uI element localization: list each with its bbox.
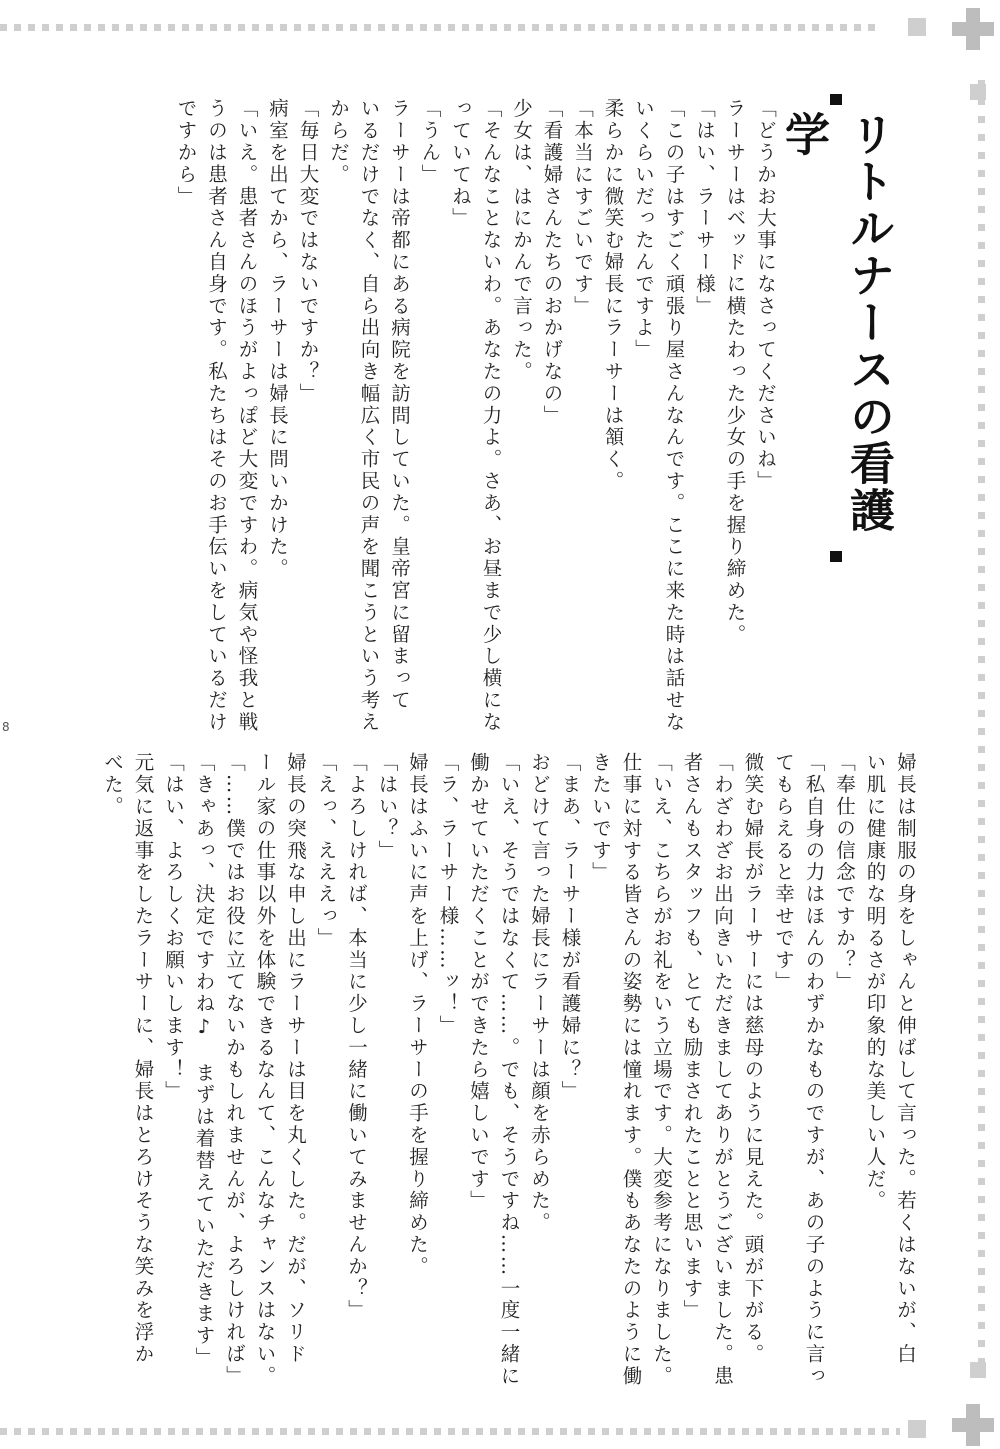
text-line: っていてね」: [449, 98, 472, 230]
body-text-bottom: [101, 752, 920, 1392]
corner-plus-top-right: [952, 8, 994, 50]
text-line: べた。: [101, 752, 124, 818]
page-number: 8: [2, 720, 10, 734]
text-line: 仕事に対する皆さんの姿勢には憧れます。僕もあなたのように働: [619, 752, 643, 1388]
right-dotted-border: [978, 80, 985, 1370]
text-line: うのは患者さん自身です。私たちはそのお手伝いをしているだけ: [205, 98, 228, 734]
text-line: 元気に返事をしたラーサーに、婦長はとろけそうな笑みを浮か: [131, 752, 155, 1366]
text-line: 「まあ、ラーサー様が看護婦に？」: [558, 752, 582, 1103]
corner-square-top: [908, 18, 926, 36]
text-line: 「えっ、えええっ」: [314, 752, 338, 950]
text-line: 「本当にすごいです」: [571, 98, 594, 317]
text-line: 「どうかお大事になさってくださいね」: [754, 98, 777, 493]
text-line: 「いえ、こちらがお礼をいう立場です。大変参考になりました。: [650, 752, 673, 1388]
text-line: 「この子はすごく頑張り屋さんなんです。ここに来た時は話せな: [662, 98, 686, 734]
text-line: 「ラ、ラーサー様……ッ！」: [436, 752, 460, 1037]
top-dotted-border: [0, 24, 880, 31]
chapter-title-text: リトルナースの看護学: [777, 111, 895, 535]
text-line: 働かせていただくことができたら嬉しいです」: [467, 752, 490, 1212]
text-line: ですから」: [174, 98, 198, 208]
text-line: 「いえ、そうではなくて……。でも、そうですね……一度一緒に: [497, 752, 521, 1388]
text-line: いくらいだったんですよ」: [632, 98, 655, 361]
text-line: 「よろしければ、本当に少し一緒に働いてみませんか？」: [345, 752, 368, 1322]
text-line: 「うん」: [418, 98, 442, 186]
text-line: 柔らかに微笑む婦長にラーサーは頷く。: [601, 98, 625, 493]
text-line: 微笑む婦長がラーサーには慈母のように見えた。頭が下がる。: [741, 752, 765, 1366]
text-line: 者さんもスタッフも、とても励まされたことと思います」: [680, 752, 704, 1322]
text-line: 少女は、はにかんで言った。: [510, 98, 533, 383]
text-line: 「そんなことないわ。あなたの力よ。さあ、お昼まで少し横にな: [479, 98, 503, 734]
body-text-top: [140, 98, 780, 734]
text-line: おどけて言った婦長にラーサーは顔を赤らめた。: [528, 752, 551, 1234]
corner-square-right-bottom: [970, 1362, 986, 1378]
chapter-title: [777, 88, 895, 568]
text-line: 病室を出てから、ラーサーは婦長に問いかけた。: [266, 98, 289, 580]
text-line: 「きゃあっ、決定ですわね♪ まずは着替えていただきます」: [192, 752, 216, 1369]
text-line: いるだけでなく、自ら出向き幅広く市民の声を聞こうという考え: [357, 98, 381, 734]
text-line: からだ。: [327, 98, 350, 186]
title-bullet-end: [830, 551, 842, 562]
text-line: ール家の仕事以外を体験できるなんて、こんなチャンスはない。: [253, 752, 277, 1388]
text-line: 「はい、ラーサー様」: [693, 98, 716, 317]
corner-square-right-top: [970, 84, 986, 100]
text-line: 「わざわざお出向きいただきましてありがとうございました。患: [711, 752, 734, 1388]
corner-square-bottom: [908, 1420, 926, 1438]
text-line: 「はい、よろしくお願いします！」: [162, 752, 185, 1103]
text-line: 「毎日大変ではないですか？」: [296, 98, 320, 405]
text-line: 婦長はふいに声を上げ、ラーサーの手を握り締めた。: [406, 752, 429, 1278]
text-line: い肌に健康的な明るさが印象的な美しい人だ。: [863, 752, 887, 1212]
text-line: 婦長は制服の身をしゃんと伸ばして言った。若くはないが、白: [894, 752, 917, 1366]
text-line: 「私自身の力はほんのわずかなものですが、あの子のように言っ: [802, 752, 826, 1388]
text-line: ラーサーは帝都にある病院を訪問していた。皇帝宮に留まって: [388, 98, 411, 712]
corner-plus-bottom-right: [952, 1404, 994, 1446]
title-bullet-start: [830, 94, 842, 105]
text-line: 「はい？」: [375, 752, 399, 862]
text-line: ラーサーはベッドに横たわった少女の手を握り締めた。: [723, 98, 747, 646]
bottom-dotted-border: [0, 1428, 900, 1435]
text-line: 「いえ。患者さんのほうがよっぽど大変ですわ。病気や怪我と戦: [235, 98, 259, 734]
text-line: 「……僕ではお役に立てないかもしれませんが、よろしければ」: [223, 752, 246, 1388]
text-line: 「奉仕の信念ですか？」: [833, 752, 856, 993]
text-line: 婦長の突飛な申し出にラーサーは目を丸くした。だが、ソリド: [284, 752, 307, 1366]
text-line: てもらえると幸せです」: [772, 752, 795, 993]
text-line: きたいです」: [589, 752, 612, 884]
text-line: 「看護婦さんたちのおかげなの」: [540, 98, 564, 427]
